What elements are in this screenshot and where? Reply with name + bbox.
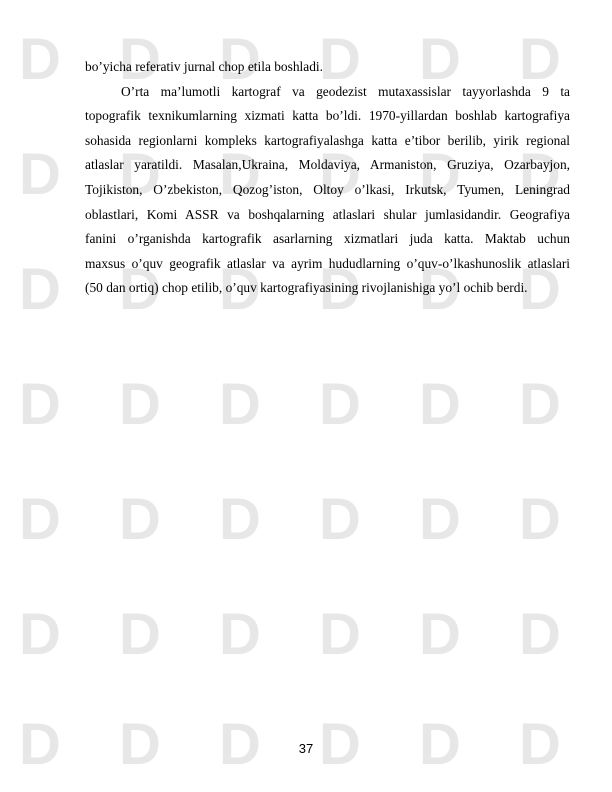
page-body — [85, 55, 570, 301]
text-line-8: fanini o’rganishda kartografik asarlarning xizmatlari juda katta. Maktab uchun — [85, 231, 570, 247]
text-line-3: topografik texnikumlarning xizmati katta bo’ldi. 1970-yillardan boshlab kartografiya — [85, 108, 570, 124]
text-line-9: maxsus o’quv geografik atlaslar va ayrim hududlarning o’quv-o’lkashunoslik atlaslari — [85, 255, 570, 271]
text-line-10: (50 dan ortiq) chop etilib, o’quv kartografiyasining rivojlanishiga yo’l ochib berdi. — [85, 280, 528, 296]
watermark-pattern: D D D D D D D D D D D D D D D D D D D D D D D D D D D D D D D D D D D D D D D D D D — [19, 27, 561, 777]
text-line-2: O’rta ma’lumotli kartograf va geodezist mutaxassislar tayyorlashda 9 ta — [121, 83, 570, 99]
text-line-6: Tojikiston, O’zbekiston, Qozog’iston, Oltoy o’lkasi, Irkutsk, Tyumen, Leningrad — [85, 181, 570, 197]
page-number: 37 — [298, 741, 314, 756]
text-line-4: sohasida regionlarni kompleks kartografiyalashga katta e’tibor berilib, yirik regional — [85, 132, 570, 148]
text-line-5: atlaslar yaratildi. Masalan,Ukraina, Moldaviya, Armaniston, Gruziya, Ozarbayjon, — [85, 157, 570, 173]
text-line-1: bo’yicha referativ jurnal chop etila boshladi. — [85, 59, 323, 74]
text-line-7: oblastlari, Komi ASSR va boshqalarning atlaslari shular jumlasidandir. Geografiya — [85, 206, 570, 222]
